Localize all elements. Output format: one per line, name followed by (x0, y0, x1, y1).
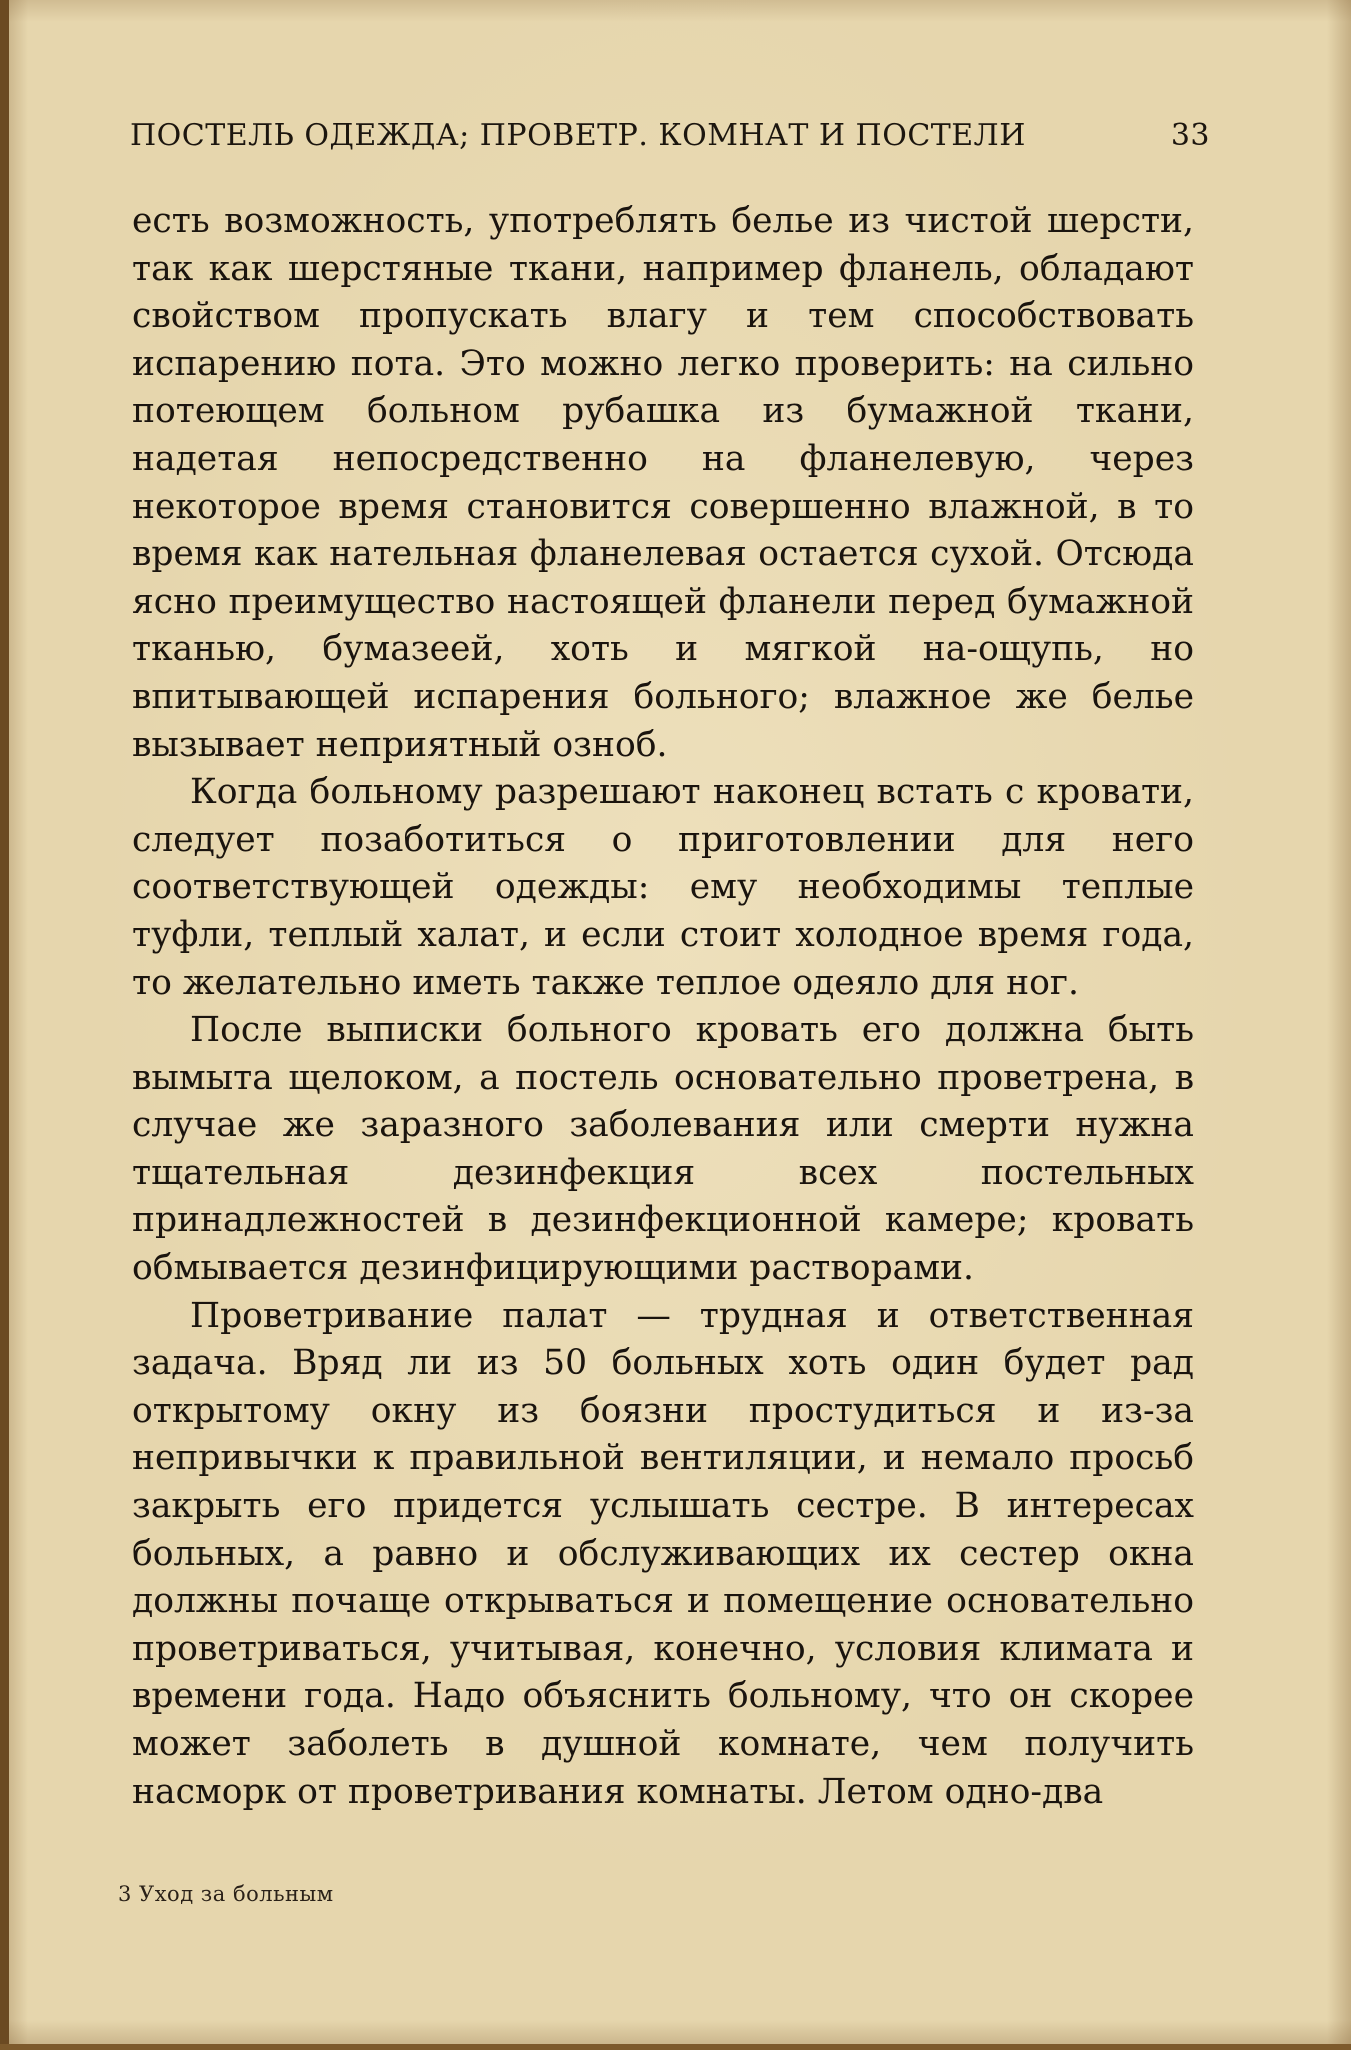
page-spine-edge (0, 0, 9, 2050)
paragraph: После выписки больного кровать его должна быть вымыта щелоком, а постель основательно проветрена, в случае же заразного заболевания или смерти нужна тщательная дезинфекция всех постельных принадлежностей в дезинфекционной камере; кровать обмывается дезинфицирующими растворами. (132, 1010, 1194, 1289)
running-head-title: ПОСТЕЛЬ ОДЕЖДА; ПРОВЕТР. КОМНАТ И ПОСТЕЛИ (130, 118, 1026, 153)
body-text (132, 198, 1194, 1816)
paragraph: Проветривание палат — трудная и ответственная задача. Вряд ли из 50 больных хоть один будет рад открытому окну из боязни простудиться и из-за непривычки к правильной вентиляции, и немало просьб закрыть его придется услышать сестре. В интересах больных, а равно и обслуживающих их сестер окна должны почаще открываться и помещение основательно проветриваться, учитывая, конечно, условия климата и времени года. Надо объяснить больному, что он скорее может заболеть в душной комнате, чем получить насморк от проветривания комнаты. Летом одно-два (132, 1295, 1194, 1812)
page-bottom-edge (0, 2044, 1351, 2050)
paragraph: Когда больному разрешают наконец встать с кровати, следует позаботиться о приготовлении для него соответствующей одежды: ему необходимы теплые туфли, теплый халат, и если стоит холодное время года, то желательно иметь также теплое одеяло для ног. (132, 772, 1194, 1003)
running-head (130, 118, 1210, 153)
printer-signature: 3 Уход за больным (118, 1882, 334, 1906)
paragraph-continued: есть возможность, употреблять белье из чистой шерсти, так как шерстяные ткани, например фланель, обладают свойством пропускать влагу и тем способствовать испарению пота. Это можно легко проверить: на сильно потеющем больном рубашка из бумажной ткани, надетая непосредственно на фланелевую, через некоторое время становится совершенно влажной, в то время как нательная фланелевая остается сухой. Отсюда ясно преимущество настоящей фланели перед бумажной тканью, бумазеей, хоть и мягкой на-ощупь, но впитывающей испарения больного; влажное же белье вызывает неприятный озноб. (132, 201, 1194, 765)
page-number: 33 (1170, 118, 1210, 153)
